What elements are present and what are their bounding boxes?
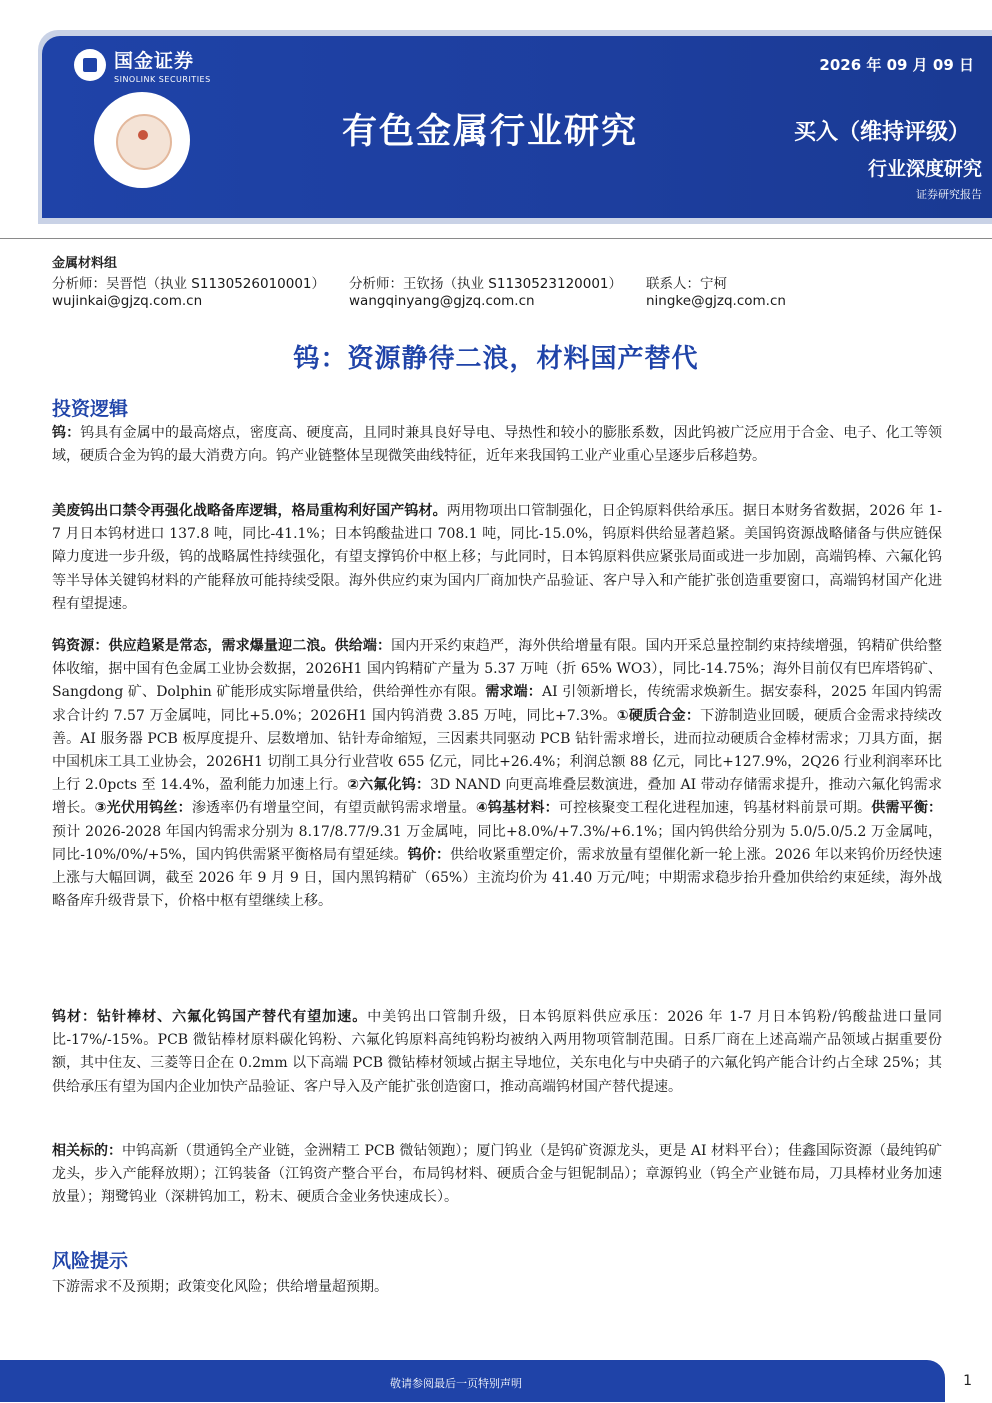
footer-notice: 敬请参阅最后一页特别声明 <box>390 1377 522 1390</box>
subhead-supply: 供给端： <box>334 638 392 654</box>
paragraph-risk <box>52 1276 942 1299</box>
brand-logo-icon <box>74 49 106 81</box>
subhead-tungsten-based: ④钨基材料： <box>475 800 559 817</box>
paragraph-text: 两用物项出口管制强化，日企钨原料供给承压。据日本财务省数据，2026 年 1-7 月日本钨材进口 137.8 吨，同比-41.1%；日本钨酸盐进口 708.1 吨，同比-15.0%，钨原料供给显著趋紧。美国钨资源战略储备与供应链保障力度进一步升级，钨的战略属性持续强化，有望支撑钨价中枢上移；与此同时，日本钨原料供应紧张局面或进一步加剧，高端钨棒、六氟化钨等半导体关键钨材料的产能释放可能持续受限。海外供应约束为国内厂商加快产品验证、客户导入和产能扩张创造重要窗口，高端钨材国产化进程有望提速。 <box>52 503 943 612</box>
paragraph-tungsten <box>52 422 942 468</box>
text-balance: 预计 2026-2028 年国内钨需求分别为 8.17/8.77/9.31 万金属吨，同比+8.0%/+7.3%/+6.1%；国内钨供给分别为 5.0/5.0/5.2 万金属吨，同比-10%/0%/+5%，国内钨供需紧平衡格局有望延续。 <box>52 823 942 863</box>
rating: 买入（维持评级） <box>793 120 970 145</box>
text-wf6: 3D NAND 向更高堆叠层数演进，叠加 AI 带动存储需求提升，推动六氟化钨需求增长。 <box>52 777 942 817</box>
paragraph-lead: 相关标的： <box>52 1143 123 1159</box>
paragraph-export-ban <box>52 500 942 616</box>
subhead-wf6: ②六氟化钨： <box>347 777 431 794</box>
page-number: 1 <box>963 1373 972 1389</box>
brand-name-cn: 国金证券 <box>114 50 195 72</box>
paragraph-text: 钨具有金属中的最高熔点，密度高、硬度高，且同时兼具良好导电、导热性和较小的膨胀系数，因此钨被广泛应用于合金、电子、化工等领域，硬质合金为钨的最大消费方向。钨产业链整体呈现微笑曲线特征，近年来我国钨工业产业重心呈逐步后移趋势。 <box>52 425 943 465</box>
subhead-pv-wire: ③光伏用钨丝： <box>94 800 192 817</box>
paragraph-text: 中美钨出口管制升级，日本钨原料供应承压：2026 年 1-7 月日本钨粉/钨酸盐进口量同比-17%/-15%。PCB 微钻棒材原料碳化钨粉、六氟化钨原料高纯钨粉均被纳入两用物项管制范围。日系厂商在上述高端产品领域占据重要份额，其中住友、三菱等日企在 0.2mm 以下高端 PCB 微钻棒材领域占据主导地位，关东电化与中央硝子的六氟化钨产能合计约占全球 25%；其供给承压有望为国内企业加快产品验证、客户导入及产能扩张创造窗口，推动高端钨材国产替代提速。 <box>52 1009 942 1095</box>
report-title: 钨：资源静待二浪，材料国产替代 <box>293 344 699 374</box>
qr-center-badge <box>116 114 172 170</box>
paragraph-lead: 美废钨出口禁令再强化战略备库逻辑，格局重构利好国产钨材。 <box>52 503 447 519</box>
section-investment-logic: 投资逻辑 <box>52 398 129 420</box>
text-supply: 国内开采约束趋严，海外供给增量有限。国内开采总量控制约束持续增强，钨精矿供给整体收缩，据中国有色金属工业协会数据，2026H1 国内钨精矿产量为 5.37 万吨（折 65% WO3），同比-14.75%；海外目前仅有巴库塔钨矿、Sangdong 矿、Dolphin 矿能形成实际增量供给，供给弹性亦有限。 <box>52 638 943 701</box>
subhead-price: 钨价： <box>407 846 451 863</box>
analyst-1-label: 分析师：吴晋恺（执业 S1130526010001） <box>52 276 326 292</box>
paragraph-lead: 钨： <box>52 425 81 441</box>
text-carbide: 下游制造业回暖，硬质合金需求持续改善。AI 服务器 PCB 板厚度提升、层数增加、钻针寿命缩短，三因素共同驱动 PCB 钻针需求增长，进而拉动硬质合金棒材需求；刀具方面，据中国机床工具工业协会，2026H1 切削工具分行业营收 655 亿元，同比+26.4%；利润总额 88 亿元，同比+127.9%，2Q26 行业利润率环比上行 2.0pcts 至 14.4%，盈利能力加速上行。 <box>52 707 943 794</box>
analyst-emails <box>52 293 786 309</box>
text-pv-wire: 渗透率仍有增量空间，有望贡献钨需求增量。 <box>191 800 476 817</box>
section-risk: 风险提示 <box>52 1250 129 1272</box>
analyst-2-email[interactable]: wangqinyang@gjzq.com.cn <box>349 293 535 309</box>
paragraph-lead: 钨材：钻针棒材、六氟化钨国产替代有望加速。 <box>52 1009 368 1025</box>
report-type: 行业深度研究 <box>867 158 982 180</box>
subhead-balance: 供需平衡： <box>871 800 943 817</box>
subhead-demand: 需求端： <box>485 684 542 701</box>
paragraph-tungsten-materials <box>52 1006 942 1099</box>
paragraph-related-stocks <box>52 1140 942 1210</box>
header-divider <box>0 238 992 239</box>
paragraph-resources <box>52 635 942 913</box>
brand-name-en: SINOLINK SECURITIES <box>114 75 211 84</box>
text-tungsten-based: 可控核聚变工程化进程加速，钨基材料前景可期。 <box>558 800 872 817</box>
paragraph-lead: 钨资源：供应趋紧是常态，需求爆量迎二浪。 <box>52 638 335 654</box>
contact-email[interactable]: ningke@gjzq.com.cn <box>646 293 786 309</box>
team-name: 金属材料组 <box>52 256 118 271</box>
report-date: 2026 年 09 月 09 日 <box>819 56 974 74</box>
paragraph-text: 中钨高新（贯通钨全产业链，金洲精工 PCB 微钻领跑）；厦门钨业（是钨矿资源龙头，更是 AI 材料平台）；佳鑫国际资源（最纯钨矿龙头，步入产能释放期）；江钨装备（江钨资产整合平台，布局钨材料、硬质合金与钽铌制品）；章源钨业（钨全产业链布局，刀具棒材业务加速放量）；翔鹭钨业（深耕钨加工，粉末、硬质合金业务快速成长）。 <box>52 1143 943 1206</box>
qr-center-dot <box>138 130 148 140</box>
text-price: 供给收紧重塑定价，需求放量有望催化新一轮上涨。2026 年以来钨价历经快速上涨与大幅回调，截至 2026 年 9 月 9 日，国内黑钨精矿（65%）主流均价为 41.40 万元/吨；中期需求稳步抬升叠加供给约束延续，海外战略备库升级背景下，价格中枢有望继续上移。 <box>52 846 943 910</box>
analyst-2-label: 分析师：王钦扬（执业 S1130523120001） <box>349 276 623 292</box>
brand-logo <box>74 46 211 84</box>
analyst-1-email[interactable]: wujinkai@gjzq.com.cn <box>52 293 203 309</box>
risk-text: 下游需求不及预期；政策变化风险；供给增量超预期。 <box>52 1279 388 1295</box>
text-demand: AI 引领新增长，传统需求焕新生。据安泰科，2025 年国内钨需求合计约 7.57 万金属吨，同比+5.0%；2026H1 国内钨消费 3.85 万吨，同比+7.3%。 <box>52 684 942 724</box>
subhead-carbide: ①硬质合金： <box>616 707 701 724</box>
report-subtype: 证券研究报告 <box>916 188 982 201</box>
contact-label: 联系人：宁柯 <box>646 276 727 292</box>
industry-title: 有色金属行业研究 <box>342 112 639 152</box>
analyst-labels <box>52 272 727 292</box>
